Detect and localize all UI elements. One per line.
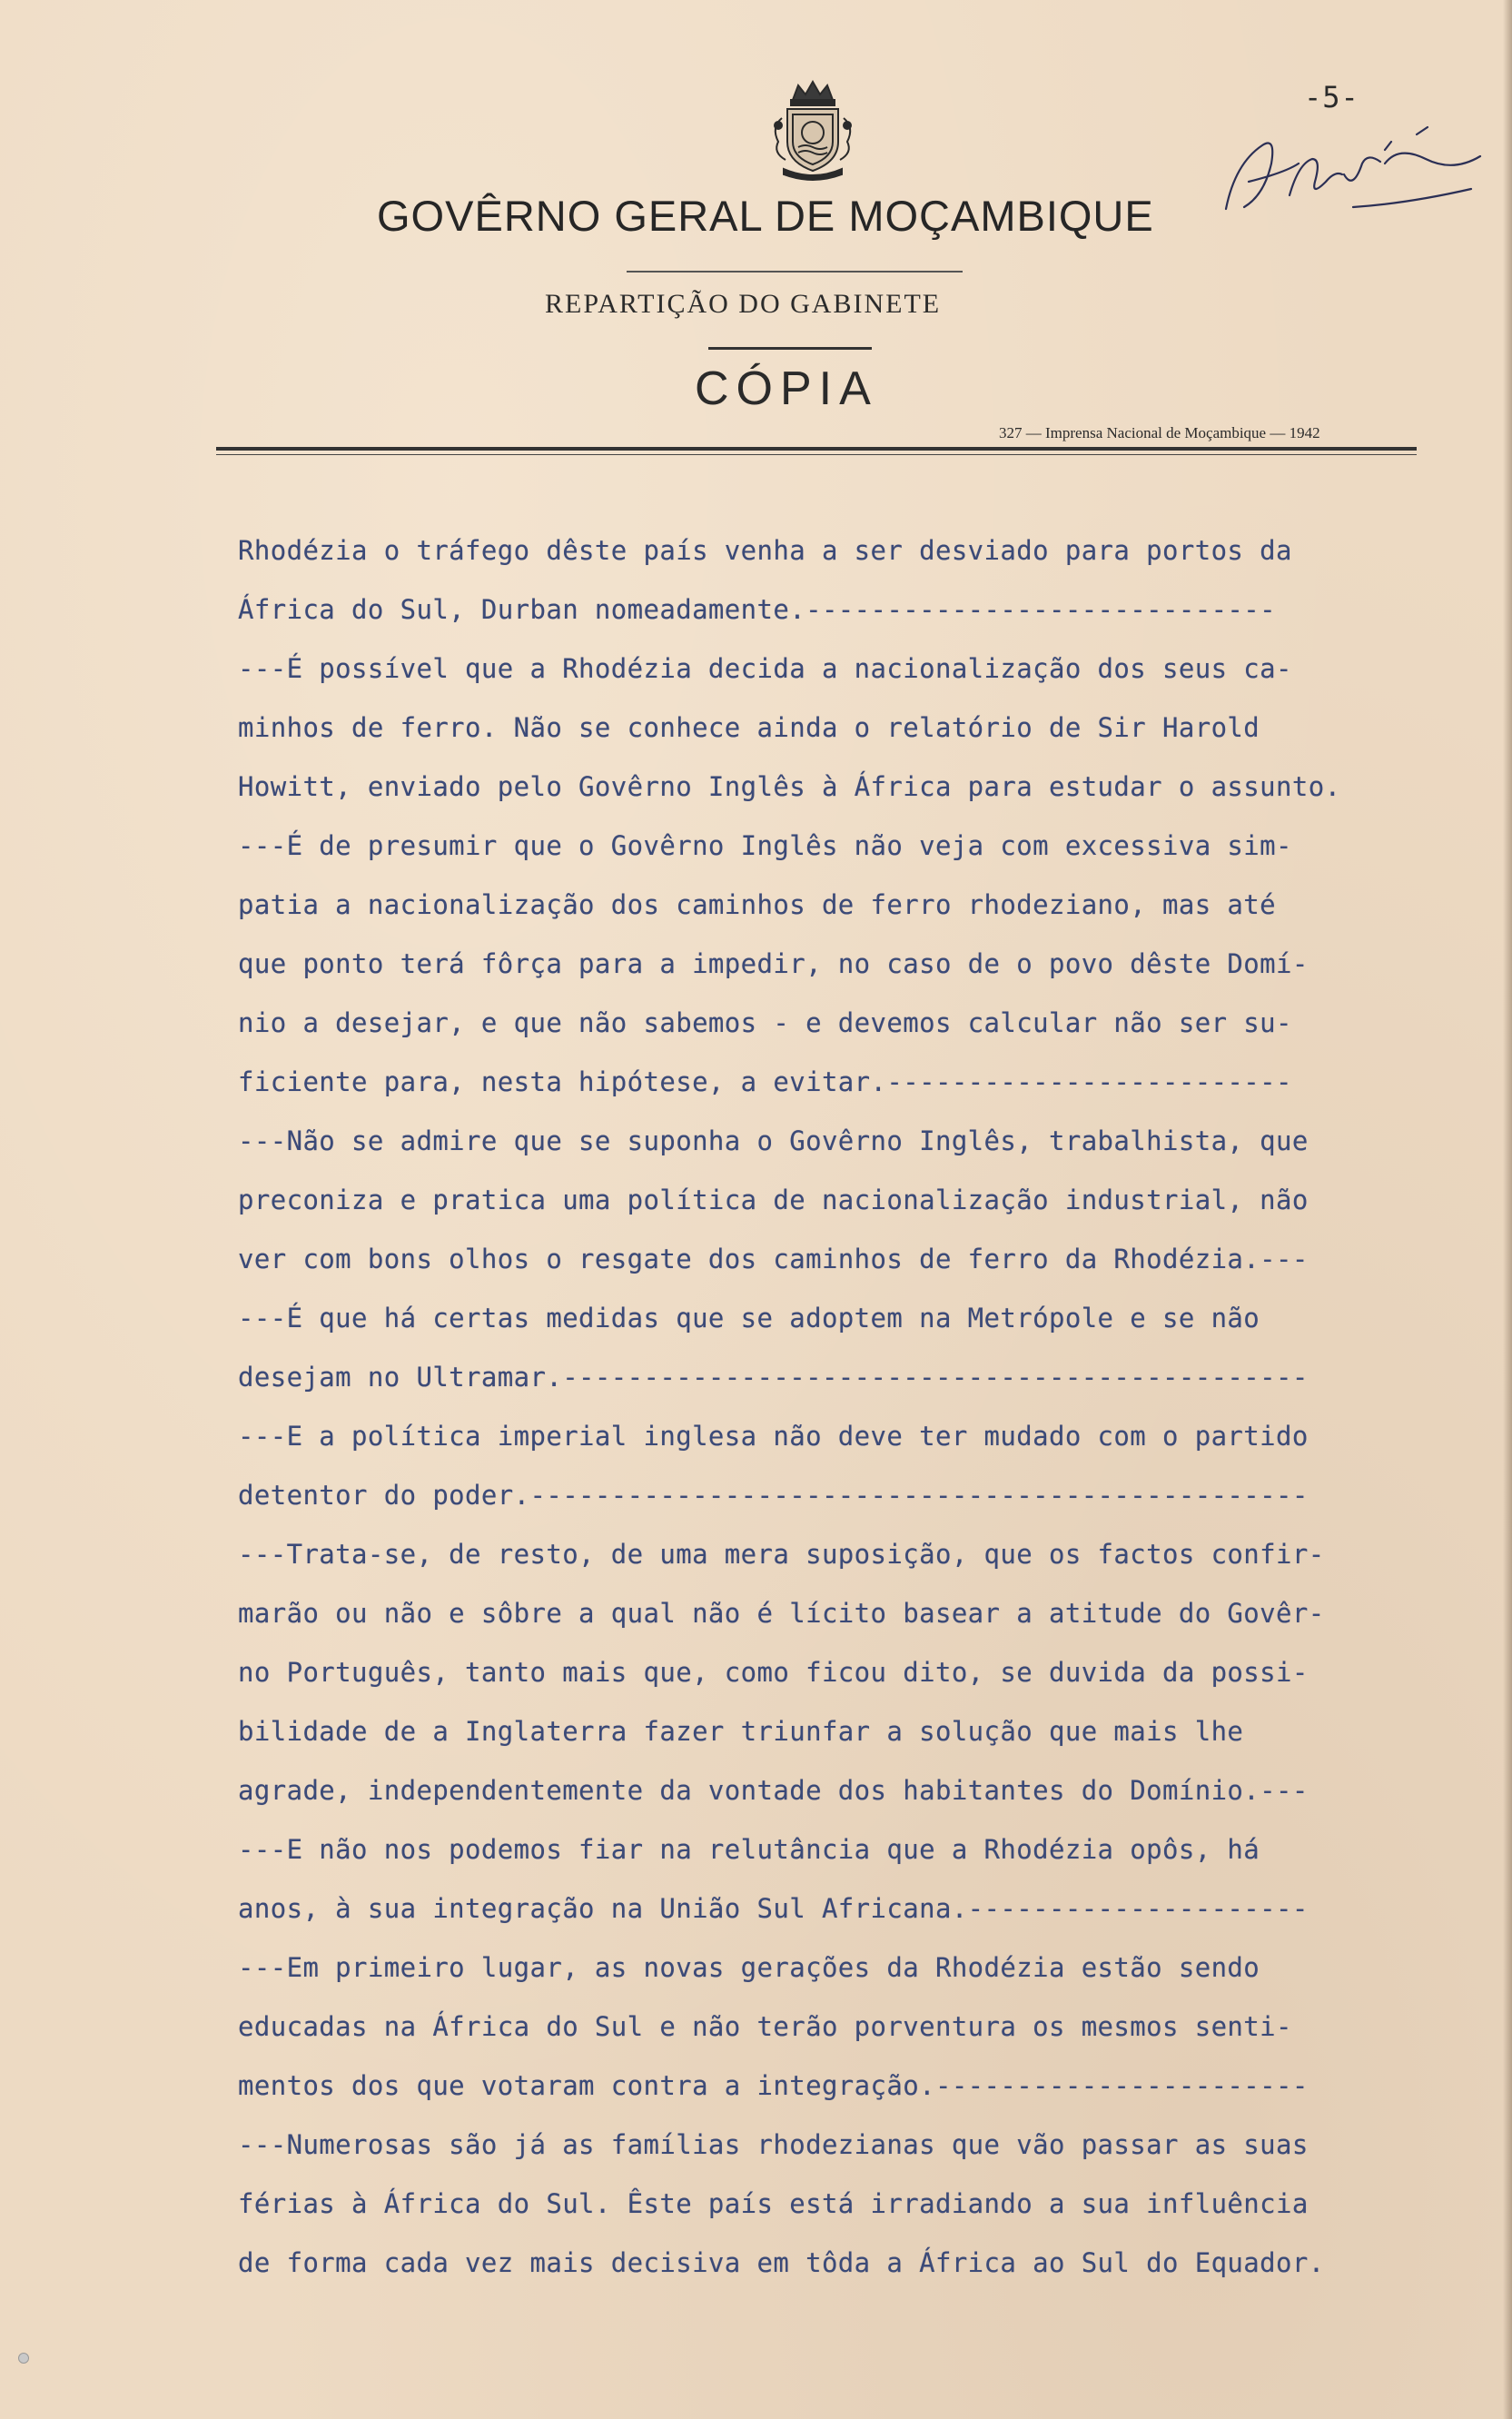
text-line: Rhodézia o tráfego dêste país venha a ser desviado para portos da [238,535,1292,566]
text-line: educadas na África do Sul e não terão porventura os mesmos senti- [238,2011,1292,2042]
header-divider-mid [708,347,872,350]
text-line: ---É que há certas medidas que se adoptem na Metrópole e se não [238,1303,1260,1333]
text-line: ---É possível que a Rhodézia decida a nacionalização dos seus ca- [238,653,1292,684]
header-divider-short [627,271,963,273]
text-line: detentor do poder.------------------------------------------------ [238,1480,1309,1511]
text-line: patia a nacionalização dos caminhos de ferro rhodeziano, mas até [238,889,1277,920]
text-line: minhos de ferro. Não se conhece ainda o relatório de Sir Harold [238,712,1260,743]
margin-punch-mark [18,2353,29,2364]
handwritten-signature-icon [1199,109,1489,236]
page-edge-shadow [1503,0,1512,2419]
text-line: que ponto terá fôrça para a impedir, no caso de o povo dêste Domí- [238,948,1309,979]
header-rule-thick [216,447,1417,451]
text-line: ---Numerosas são já as famílias rhodezianas que vão passar as suas [238,2129,1309,2160]
text-line: de forma cada vez mais decisiva em tôda a África ao Sul do Equador. [238,2247,1325,2278]
typed-letter-body [238,521,1473,2293]
text-line: África do Sul, Durban nomeadamente.----------------------------- [238,594,1277,625]
text-line: férias à África do Sul. Êste país está irradiando a sua influência [238,2188,1309,2219]
text-line: ---E a política imperial inglesa não deve ter mudado com o partido [238,1421,1309,1452]
text-line: agrade, independentemente da vontade dos habitantes do Domínio.--- [238,1775,1309,1806]
text-line: ---Em primeiro lugar, as novas gerações da Rhodézia estão sendo [238,1952,1260,1983]
text-line: Howitt, enviado pelo Govêrno Inglês à África para estudar o assunto. [238,771,1341,802]
text-line: bilidade de a Inglaterra fazer triunfar a solução que mais lhe [238,1716,1244,1747]
text-line: ver com bons olhos o resgate dos caminhos de ferro da Rhodézia.--- [238,1244,1309,1274]
text-line: nio a desejar, e que não sabemos - e devemos calcular não ser su- [238,1007,1292,1038]
copy-stamp: CÓPIA [695,362,878,415]
text-line: ficiente para, nesta hipótese, a evitar.------------------------- [238,1066,1292,1097]
printer-imprint: 327 — Imprensa Nacional de Moçambique — 1942 [999,424,1320,441]
text-line: ---E não nos podemos fiar na relutância que a Rhodézia opôs, há [238,1834,1260,1865]
text-line: ---É de presumir que o Govêrno Inglês não veja com excessiva sim- [238,830,1292,861]
text-line: desejam no Ultramar.---------------------------------------------- [238,1362,1309,1393]
department-subtitle: REPARTIÇÃO DO GABINETE [545,289,942,319]
text-line: mentos dos que votaram contra a integração.----------------------- [238,2070,1309,2101]
government-title: GOVÊRNO GERAL DE MOÇAMBIQUE [377,192,1154,240]
text-line: ---Trata-se, de resto, de uma mera suposição, que os factos confir- [238,1539,1325,1570]
page-number: -5- [1304,80,1359,114]
text-line: marão ou não e sôbre a qual não é lícito basear a atitude do Govêr- [238,1598,1325,1629]
text-line: ---Não se admire que se suponha o Govêrno Inglês, trabalhista, que [238,1125,1309,1156]
header-rule-thin [216,454,1417,455]
text-line: preconiza e pratica uma política de nacionalização industrial, não [238,1185,1309,1215]
coat-of-arms-icon [758,73,867,182]
text-line: anos, à sua integração na União Sul Africana.--------------------- [238,1893,1309,1924]
text-line: no Português, tanto mais que, como ficou dito, se duvida da possi- [238,1657,1309,1688]
